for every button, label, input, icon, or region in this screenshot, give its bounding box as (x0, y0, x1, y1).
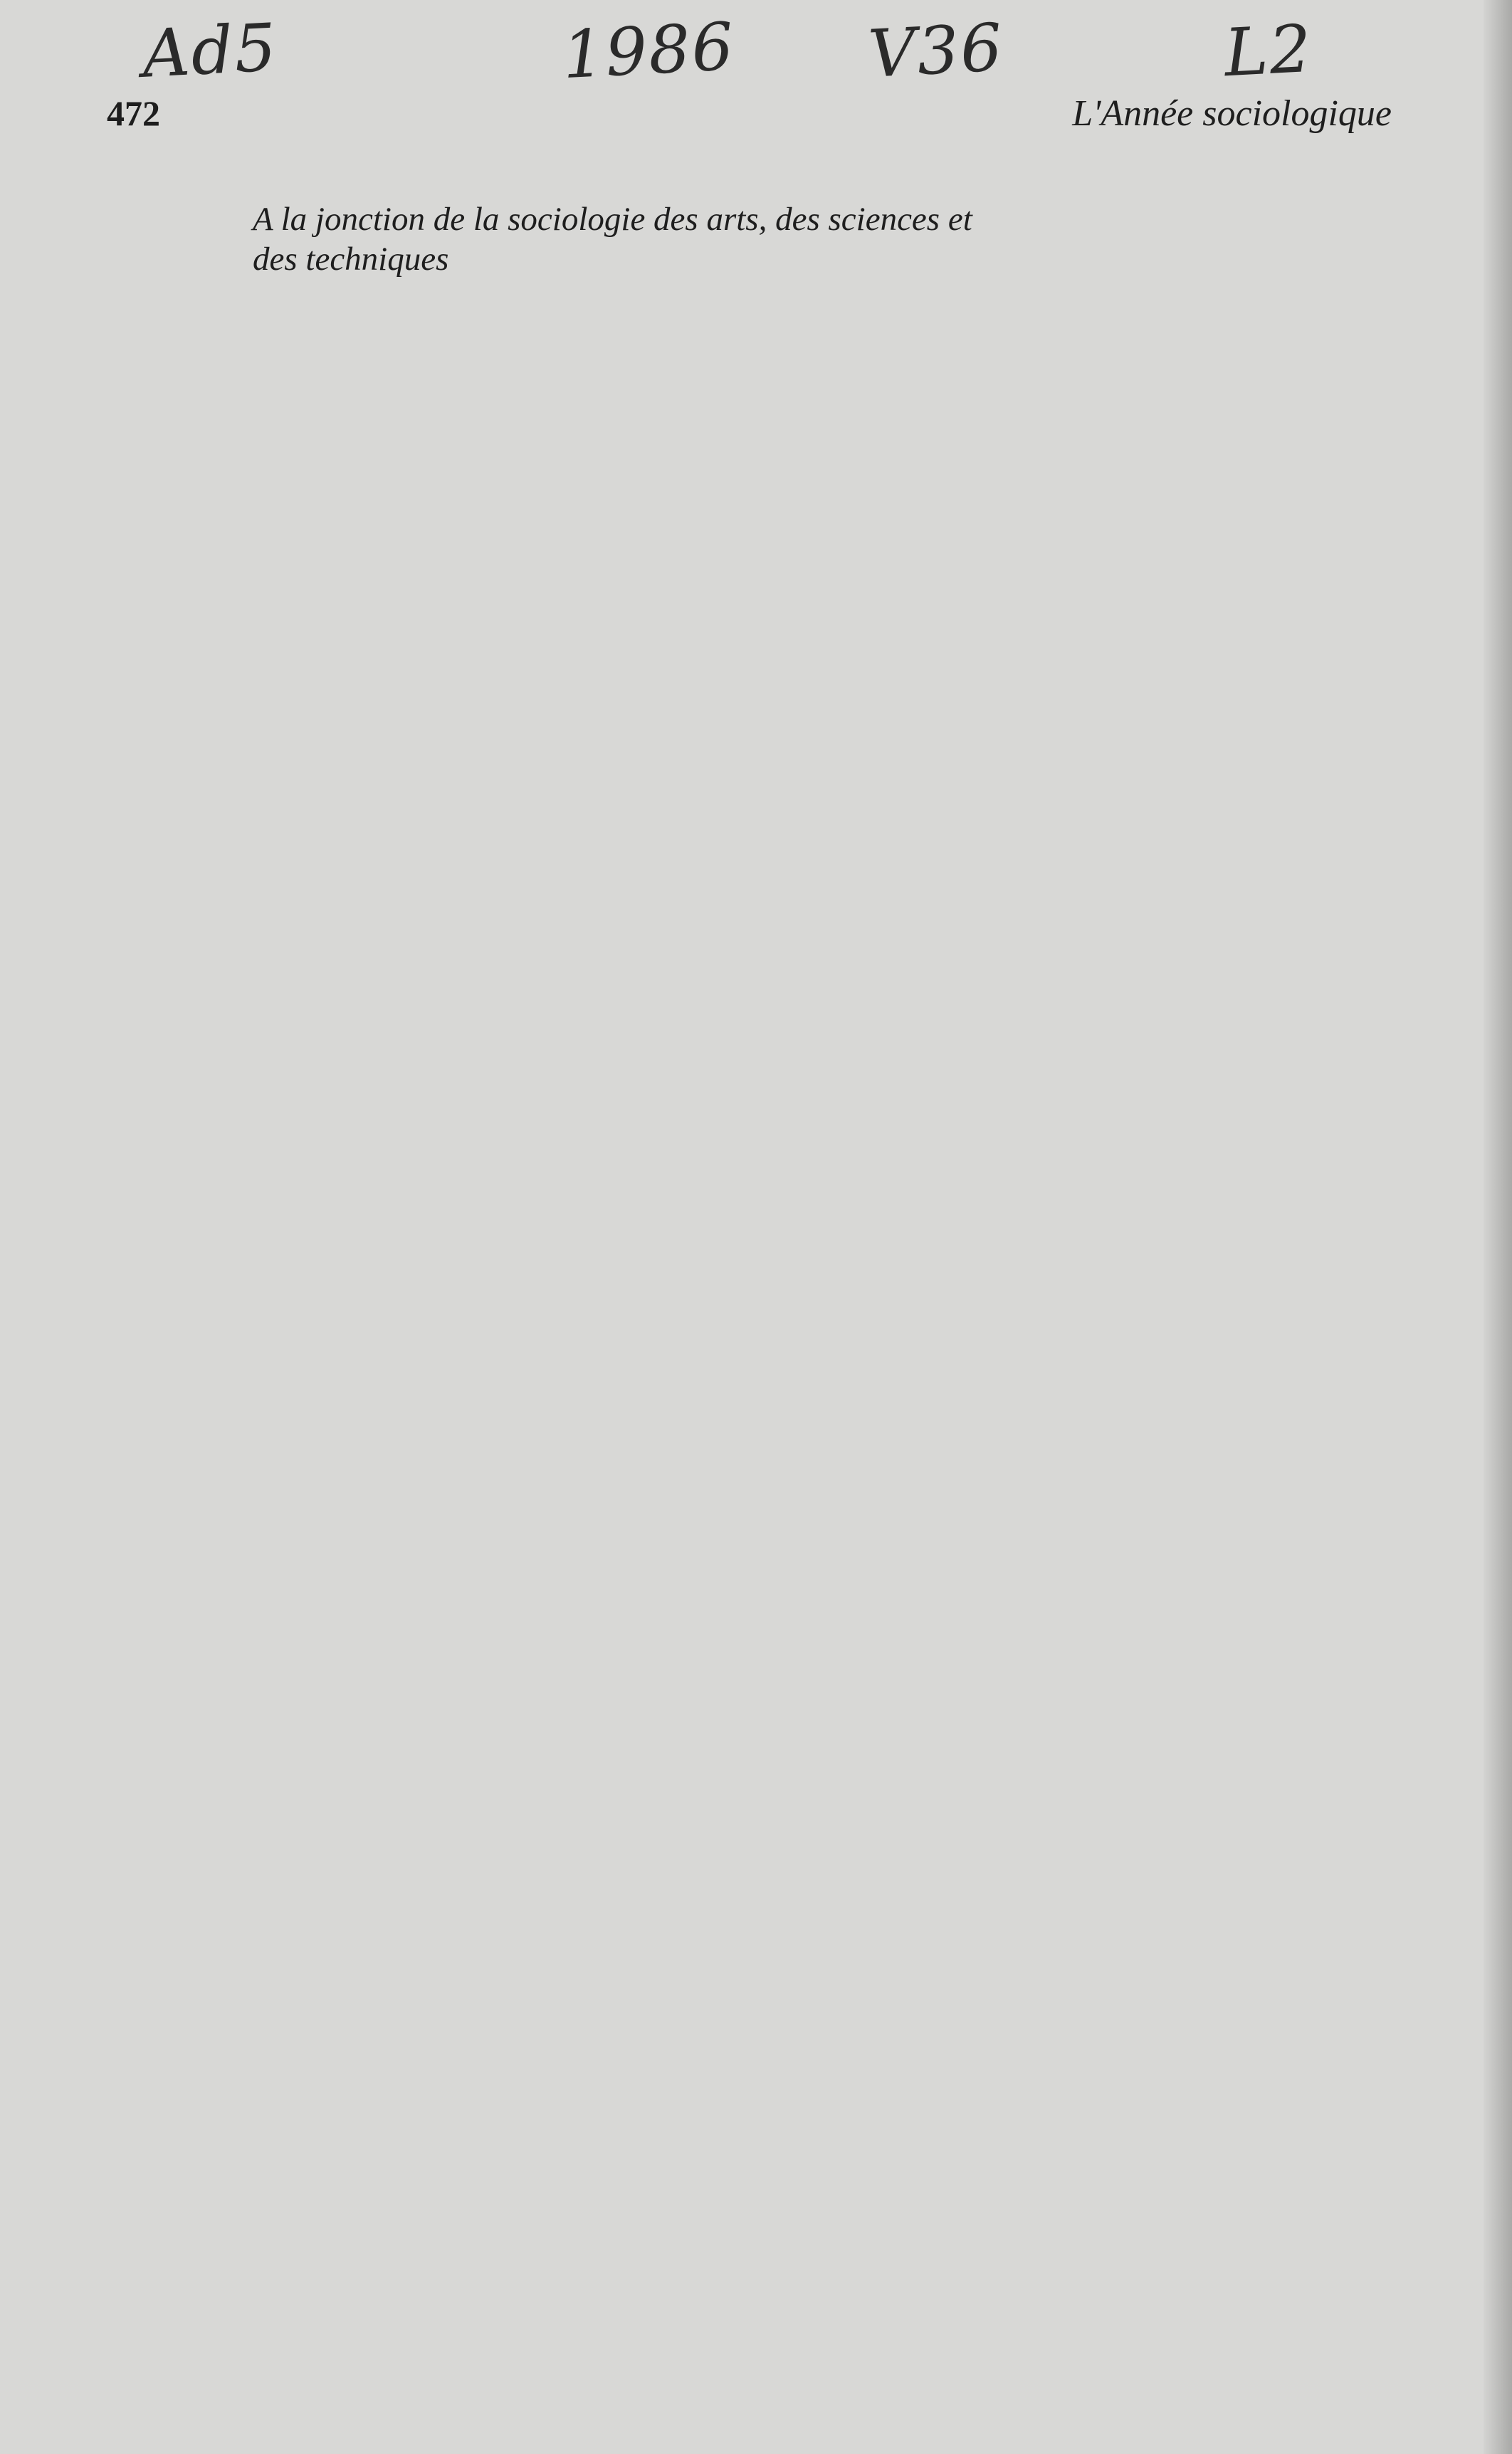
page-edge-shadow (1484, 0, 1512, 2454)
handwritten-mark-1: Ad5 (140, 9, 280, 93)
entry-e-title-2: des techniques (253, 241, 449, 278)
running-title: L'Année sociologique (1072, 93, 1392, 134)
handwritten-mark-4: L2 (1222, 10, 1315, 92)
handwritten-mark-3: V36 (866, 9, 1006, 93)
page-header (107, 93, 1392, 142)
toc-entry-e (253, 199, 1271, 279)
page-number: 472 (107, 93, 160, 133)
entry-e-title-1: A la jonction de la sociologie des arts, des sciences et (253, 201, 972, 238)
handwritten-mark-2: 1986 (560, 8, 737, 94)
